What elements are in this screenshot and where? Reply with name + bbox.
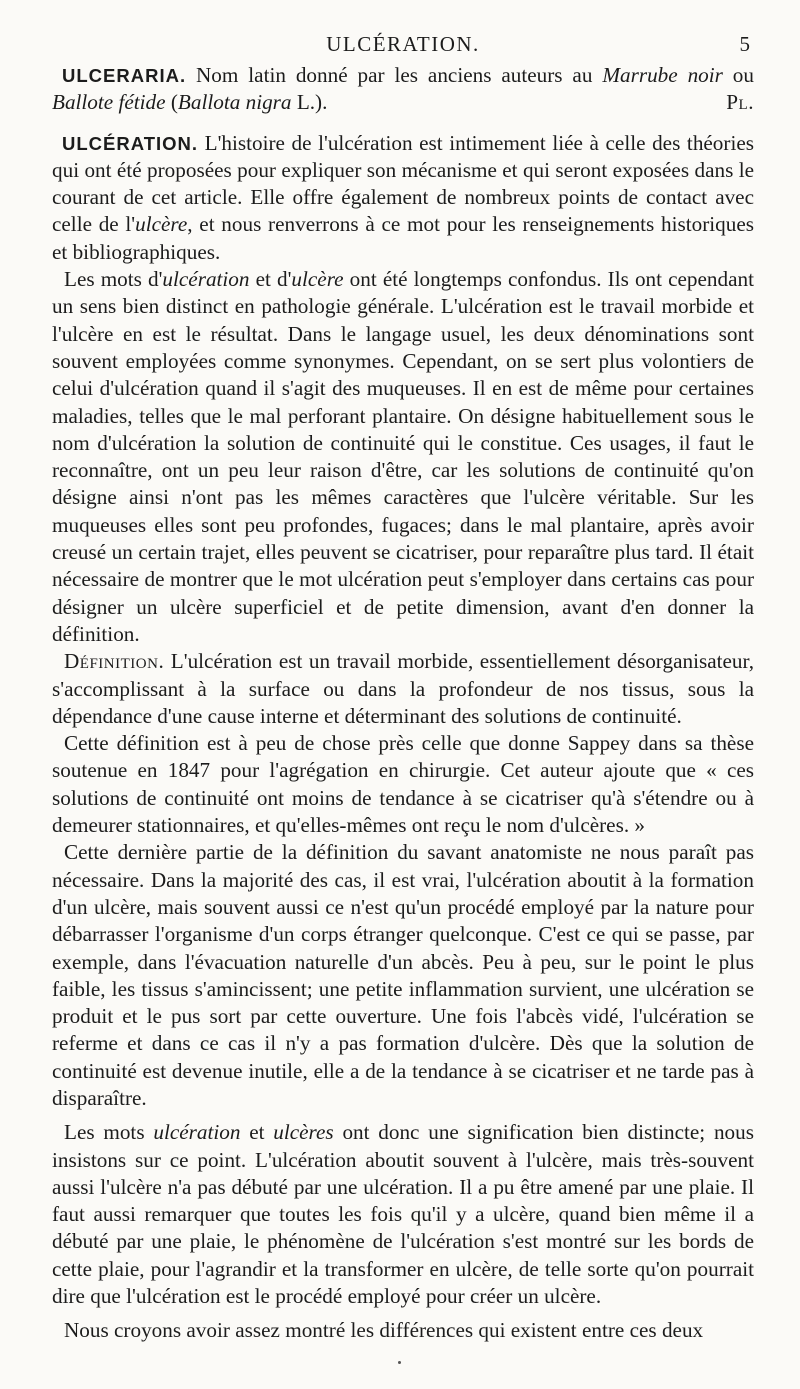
paragraph-signification: [52, 1119, 754, 1310]
paragraph-mots: [52, 266, 754, 648]
page-number: 5: [739, 32, 750, 56]
italic-term: Marrube noir: [602, 63, 723, 87]
paragraph-sappey: [52, 730, 754, 839]
text: Nous croyons avoir assez montré les différences qui existent entre ces deux: [64, 1318, 704, 1343]
text: Nom latin donné par les anciens auteurs au: [186, 63, 603, 87]
italic-term: ulcère: [135, 212, 188, 237]
headword-ulceraria: ULCERARIA.: [62, 65, 187, 86]
text: Les mots d': [64, 267, 163, 292]
text: L.).: [291, 90, 328, 115]
section-label-definition: Définition.: [64, 649, 165, 674]
italic-term: Ballote fétide: [52, 90, 166, 115]
headword-ulceration: ULCÉRATION.: [62, 132, 199, 154]
text: Cette dernière partie de la définition du savant anatomiste ne nous paraît pas nécessaire. Dans la majorité des cas, il est vrai, l'ulcération aboutit à la formation d'un ulcère, mais souvent aussi ce n'est qu'un procédé employé par la nature pour débarrasser l'organisme d'un corps étranger quelconque. C'est ce qui se passe, par exemple, dans l'évacuation naturelle d'un abcès. Peu à peu, sur le point le plus faible, les tissus s'amincissent; une petite inflammation survient, une ulcération se produit et le pus sort par cette ouverture. Une fois l'abcès vidé, l'ulcération se referme et dans ce cas il n'y a pas formation d'ulcère. Dès que la solution de continuité est devenue inutile, elle a de la tendance à se cicatriser et ne tarde pas à disparaître.: [52, 840, 754, 1110]
print-speck: [398, 1361, 401, 1364]
text: et: [240, 1120, 274, 1145]
text: ou: [722, 63, 754, 87]
italic-term: Ballota nigra: [177, 90, 292, 115]
text: , et nous renverrons à ce mot pour les renseignements historiques et bibliographiques.: [52, 212, 754, 264]
italic-term: ulcère: [291, 267, 344, 292]
paragraph-definition: [52, 648, 754, 730]
entry-ulceration-intro: [52, 130, 754, 266]
text: et d': [249, 267, 292, 292]
paragraph-derniere-partie: [52, 839, 754, 1112]
text: L'ulcération est un travail morbide, essentiellement désorganisateur, s'accomplissant à la surface ou dans la profondeur de nos tissus, sous la dépendance d'une cause interne et déterminant des solutions de continuité.: [52, 649, 754, 728]
running-head: [52, 28, 754, 62]
text: (: [165, 90, 178, 115]
author-signature: Pl.: [726, 90, 754, 115]
text: ont été longtemps confondus. Ils ont cependant un sens bien distinct en pathologie générale. L'ulcération est le travail morbide et l'ulcère en est le résultat. Dans le langage usuel, les deux dénominations sont souvent employées comme synonymes. Cependant, on se sert plus volontiers de celui d'ulcération quand il s'agit des muqueuses. Il en est de même pour certaines maladies, telles que le mal perforant plantaire. On désigne habituellement sous le nom d'ulcération la solution de continuité qui le constitue. Ces usages, il faut le reconnaître, ont un peu leur raison d'être, car les solutions de continuité qu'on désigne ainsi n'ont pas les mêmes caractères que l'ulcère véritable. Sur les muqueuses elles sont peu profondes, fugaces; dans le mal plantaire, après avoir creusé un certain trajet, elles peuvent se cicatriser, pour reparaître plus tard. Il était nécessaire de montrer que le mot ulcération peut s'employer dans certains cas pour désigner un ulcère superficiel et de petite dimension, avant d'en donner la définition.: [52, 267, 754, 646]
text: ont donc une signification bien distincte; nous insistons sur ce point. L'ulcération aboutit souvent à l'ulcère, mais très-souvent aussi l'ulcère n'a pas débuté par une ulcération. Il a pu être amené par une plaie. Il faut aussi remarquer que toutes les fois qu'il y a ulcère, quand bien même il a débuté par une plaie, le phénomène de l'ulcération s'est montré sur les bords de cette plaie, pour l'agrandir et la transformer en ulcère, de telle sorte qu'on pourrait dire que l'ulcération est le procédé employé pour créer un ulcère.: [52, 1120, 754, 1309]
italic-term: ulcération: [153, 1120, 241, 1145]
body-text: [52, 62, 754, 1345]
running-title: ULCÉRATION.: [326, 32, 480, 56]
text: L'histoire de l'ulcération est intimement liée à celle des théories qui ont été proposées pour expliquer son mécanisme et qui seront exposées dans le courant de cet article. Elle offre également de nombreux points de contact avec celle de l': [52, 130, 754, 237]
italic-term: ulcération: [162, 267, 250, 292]
text: Les mots: [64, 1120, 154, 1145]
text: Cette définition est à peu de chose près celle que donne Sappey dans sa thèse soutenue en 1847 pour l'agrégation en chirurgie. Cet auteur ajoute que « ces solutions de continuité ont moins de tendance à se cicatriser qu'à s'étendre ou à demeurer stationnaires, et qu'elles-mêmes ont reçu le nom d'ulcères. »: [52, 731, 754, 838]
entry-ulceraria: [52, 62, 754, 117]
italic-term: ulcères: [273, 1120, 334, 1145]
paragraph-differences: [52, 1317, 754, 1344]
